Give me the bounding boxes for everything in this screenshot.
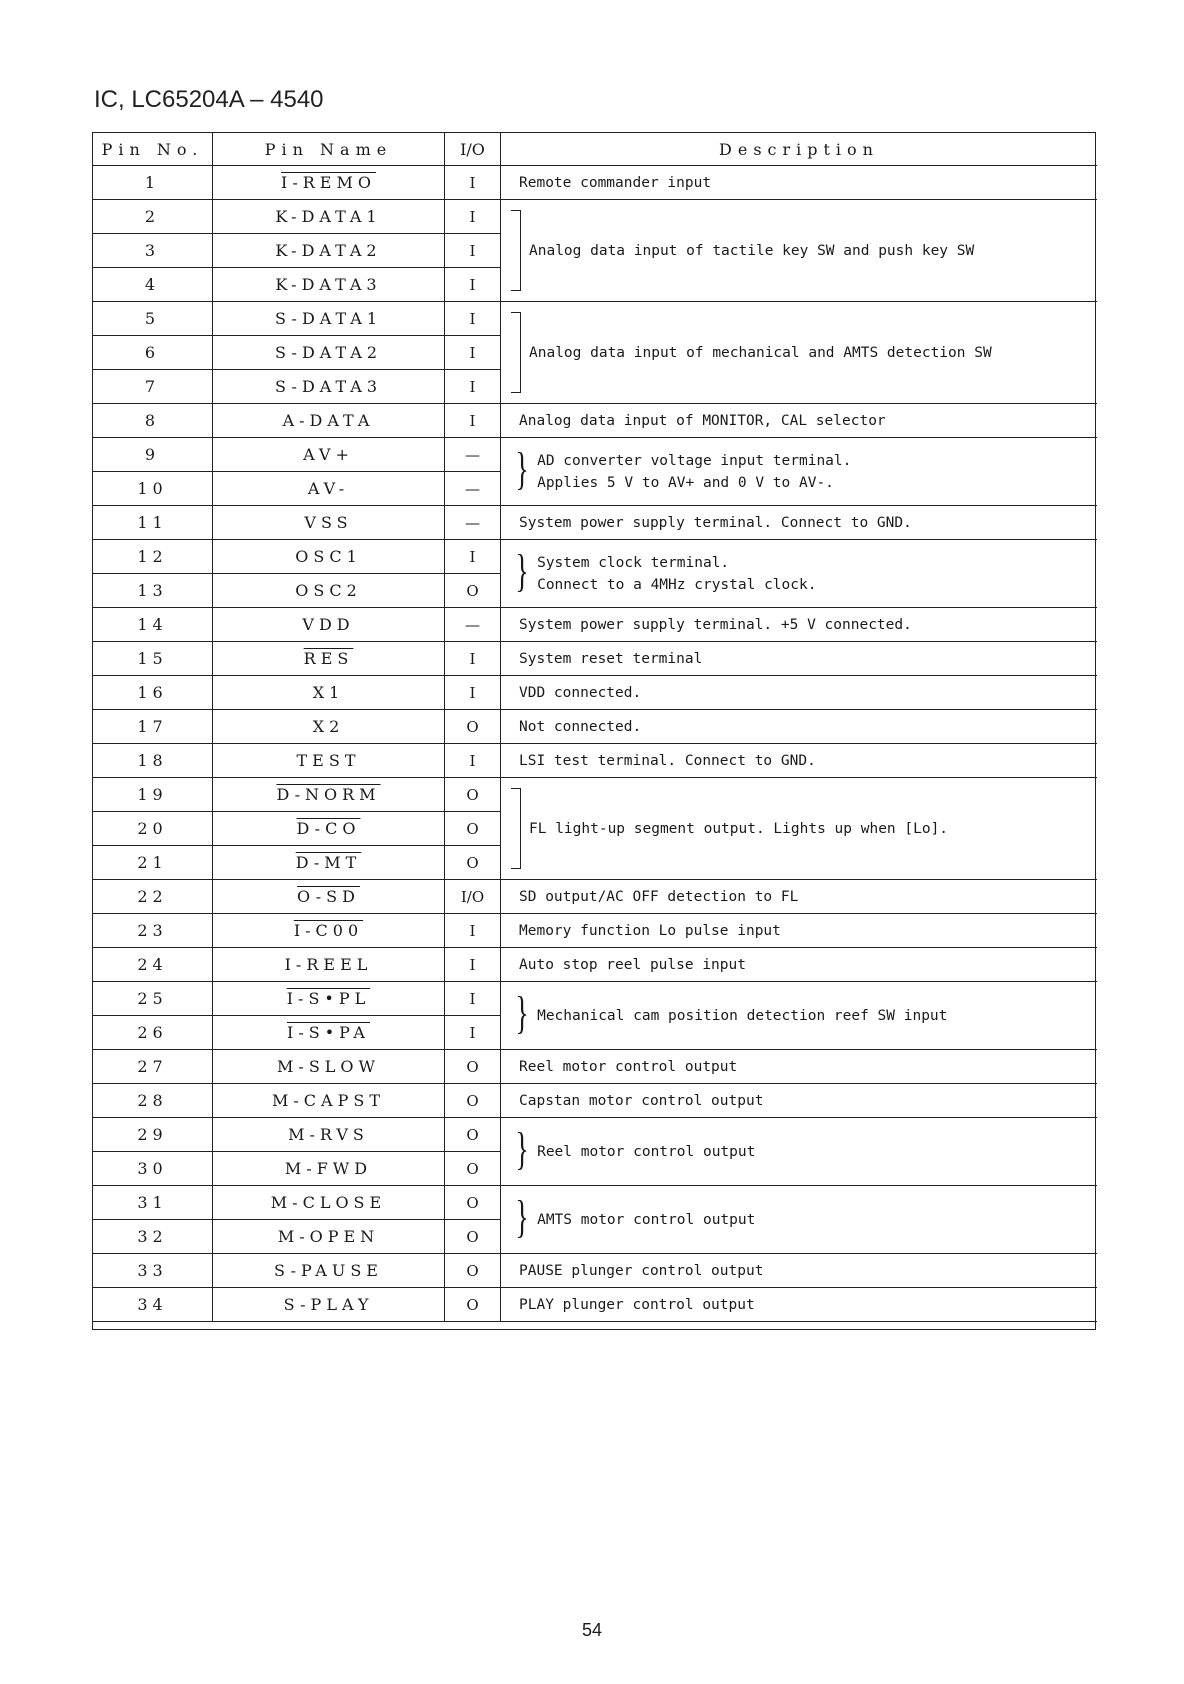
pin-number: 20 <box>93 812 213 846</box>
pin-name: I-REMO <box>213 166 445 200</box>
pin-number: 23 <box>93 914 213 948</box>
pin-name: AV- <box>213 472 445 506</box>
pin-io: I <box>445 234 501 268</box>
pin-name: I-S•PA <box>213 1016 445 1050</box>
pin-number: 12 <box>93 540 213 574</box>
description-text: SD output/AC OFF detection to FL <box>519 888 799 905</box>
pin-io: I <box>445 268 501 302</box>
pin-name: S-PLAY <box>213 1288 445 1322</box>
pin-name: D-NORM <box>213 778 445 812</box>
pin-number: 28 <box>93 1084 213 1118</box>
pin-name: I-S•PL <box>213 982 445 1016</box>
pin-io: — <box>445 608 501 642</box>
pin-io: I <box>445 948 501 982</box>
pin-description <box>501 676 1097 710</box>
pin-number: 22 <box>93 880 213 914</box>
pin-description <box>501 608 1097 642</box>
pin-number: 18 <box>93 744 213 778</box>
pin-number: 16 <box>93 676 213 710</box>
brace-icon: } <box>515 986 529 1038</box>
bracket-icon <box>511 788 521 869</box>
pin-name: M-OPEN <box>213 1220 445 1254</box>
pin-io: I <box>445 1016 501 1050</box>
pin-io: O <box>445 1118 501 1152</box>
pin-io: O <box>445 1254 501 1288</box>
description-text: PAUSE plunger control output <box>519 1262 764 1279</box>
pin-name: X1 <box>213 676 445 710</box>
pin-io: I <box>445 982 501 1016</box>
pin-number: 7 <box>93 370 213 404</box>
description-text: System power supply terminal. +5 V connected. <box>519 616 912 633</box>
pin-name: M-FWD <box>213 1152 445 1186</box>
pin-number: 1 <box>93 166 213 200</box>
description-text: AMTS motor control output <box>537 1211 756 1228</box>
description-text: Reel motor control output <box>537 1143 756 1160</box>
pin-name: $\overline{RES}$ <box>213 642 445 676</box>
pin-description <box>501 914 1097 948</box>
pin-io: I <box>445 302 501 336</box>
pin-io: I/O <box>445 880 501 914</box>
description-text: Mechanical cam position detection reef SW input <box>537 1007 948 1024</box>
pin-number: 24 <box>93 948 213 982</box>
header-pin-name: Pin Name <box>213 133 445 166</box>
pin-description <box>501 506 1097 540</box>
pin-name: M-CLOSE <box>213 1186 445 1220</box>
pin-io: O <box>445 1220 501 1254</box>
description-text: Memory function Lo pulse input <box>519 922 781 939</box>
pin-description <box>501 166 1097 200</box>
description-text: PLAY plunger control output <box>519 1296 755 1313</box>
pin-name: S-DATA1 <box>213 302 445 336</box>
pin-description <box>501 1288 1097 1322</box>
pin-name: D-MT <box>213 846 445 880</box>
description-text: Analog data input of mechanical and AMTS detection SW <box>529 344 992 361</box>
pin-number: 31 <box>93 1186 213 1220</box>
pin-description <box>501 880 1097 914</box>
pin-name: D-CO <box>213 812 445 846</box>
pin-io: O <box>445 1186 501 1220</box>
pin-description <box>501 1050 1097 1084</box>
pin-description <box>501 1084 1097 1118</box>
pin-number: 33 <box>93 1254 213 1288</box>
brace-icon: } <box>515 442 529 494</box>
pin-name: K-DATA3 <box>213 268 445 302</box>
pin-name: M-SLOW <box>213 1050 445 1084</box>
pin-io: O <box>445 1050 501 1084</box>
pin-number: 29 <box>93 1118 213 1152</box>
page-number: 54 <box>581 1620 603 1640</box>
description-text: LSI test terminal. Connect to GND. <box>519 752 816 769</box>
pin-name: I-REEL <box>213 948 445 982</box>
header-pin-no: Pin No. <box>93 133 213 166</box>
pin-description <box>501 1254 1097 1288</box>
pin-name: K-DATA1 <box>213 200 445 234</box>
pin-number: 10 <box>93 472 213 506</box>
header-description: Description <box>501 133 1097 166</box>
pin-number: 4 <box>93 268 213 302</box>
pin-name: AV+ <box>213 438 445 472</box>
pin-io: I <box>445 676 501 710</box>
pin-description <box>501 1186 1097 1254</box>
pin-number: 3 <box>93 234 213 268</box>
pin-io: O <box>445 1288 501 1322</box>
pin-name: S-DATA2 <box>213 336 445 370</box>
description-text: Analog data input of MONITOR, CAL selector <box>519 412 886 429</box>
pin-io: — <box>445 472 501 506</box>
pin-number: 17 <box>93 710 213 744</box>
pin-description <box>501 1118 1097 1186</box>
pin-description <box>501 982 1097 1050</box>
description-text: Capstan motor control output <box>519 1092 764 1109</box>
pin-name: OSC2 <box>213 574 445 608</box>
pin-name: K-DATA2 <box>213 234 445 268</box>
pin-io: I <box>445 336 501 370</box>
pin-io: I <box>445 166 501 200</box>
description-text: System power supply terminal. Connect to GND. <box>519 514 912 531</box>
pin-name: S-PAUSE <box>213 1254 445 1288</box>
description-text: Remote commander input <box>519 174 712 191</box>
description-text: VDD connected. <box>519 684 642 701</box>
pin-number: 21 <box>93 846 213 880</box>
pin-io: O <box>445 846 501 880</box>
pin-description <box>501 744 1097 778</box>
pin-number: 8 <box>93 404 213 438</box>
pin-description <box>501 710 1097 744</box>
pin-description <box>501 438 1097 506</box>
pin-io: — <box>445 438 501 472</box>
description-text: AD converter voltage input terminal. Applies 5 V to AV+ and 0 V to AV-. <box>537 452 852 491</box>
pin-io: — <box>445 506 501 540</box>
pin-io: O <box>445 710 501 744</box>
pin-description <box>501 302 1097 404</box>
pin-description <box>501 778 1097 880</box>
pin-number: 19 <box>93 778 213 812</box>
pin-io: I <box>445 914 501 948</box>
pin-table <box>92 132 1096 1330</box>
pin-io: O <box>445 1084 501 1118</box>
pin-name: VSS <box>213 506 445 540</box>
bracket-icon <box>511 312 521 393</box>
pin-number: 27 <box>93 1050 213 1084</box>
pin-description <box>501 642 1097 676</box>
pin-number: 26 <box>93 1016 213 1050</box>
pin-number: 13 <box>93 574 213 608</box>
description-text: FL light-up segment output. Lights up when [Lo]. <box>529 820 949 837</box>
description-text: Analog data input of tactile key SW and push key SW <box>529 242 975 259</box>
pin-name: O-SD <box>213 880 445 914</box>
pin-name: S-DATA3 <box>213 370 445 404</box>
description-text: Reel motor control output <box>519 1058 738 1075</box>
pin-number: 15 <box>93 642 213 676</box>
description-text: Auto stop reel pulse input <box>519 956 746 973</box>
pin-name: VDD <box>213 608 445 642</box>
pin-io: I <box>445 370 501 404</box>
pin-number: 5 <box>93 302 213 336</box>
pin-description <box>501 404 1097 438</box>
pin-number: 14 <box>93 608 213 642</box>
pin-number: 11 <box>93 506 213 540</box>
page-title: IC, LC65204A – 4540 <box>94 86 324 113</box>
pin-name: M-RVS <box>213 1118 445 1152</box>
description-text: Not connected. <box>519 718 642 735</box>
pin-name: A-DATA <box>213 404 445 438</box>
pin-description <box>501 200 1097 302</box>
pin-number: 25 <box>93 982 213 1016</box>
pin-name: TEST <box>213 744 445 778</box>
pin-io: O <box>445 574 501 608</box>
pin-number: 32 <box>93 1220 213 1254</box>
brace-icon: } <box>515 1190 529 1242</box>
brace-icon: } <box>515 1122 529 1174</box>
pin-number: 9 <box>93 438 213 472</box>
pin-name: X2 <box>213 710 445 744</box>
description-text: System reset terminal <box>519 650 703 667</box>
brace-icon: } <box>515 544 529 596</box>
pin-description <box>501 948 1097 982</box>
pin-number: 2 <box>93 200 213 234</box>
description-text: System clock terminal. Connect to a 4MHz crystal clock. <box>537 554 817 593</box>
bracket-icon <box>511 210 521 291</box>
pin-name: OSC1 <box>213 540 445 574</box>
pin-io: I <box>445 744 501 778</box>
pin-name: M-CAPST <box>213 1084 445 1118</box>
pin-io: I <box>445 540 501 574</box>
pin-io: O <box>445 812 501 846</box>
pin-number: 34 <box>93 1288 213 1322</box>
pin-io: I <box>445 642 501 676</box>
pin-number: 30 <box>93 1152 213 1186</box>
pin-number: 6 <box>93 336 213 370</box>
pin-io: I <box>445 200 501 234</box>
header-io: I/O <box>445 133 501 166</box>
pin-io: I <box>445 404 501 438</box>
pin-description <box>501 540 1097 608</box>
pin-name: I-C00 <box>213 914 445 948</box>
pin-io: O <box>445 778 501 812</box>
pin-io: O <box>445 1152 501 1186</box>
